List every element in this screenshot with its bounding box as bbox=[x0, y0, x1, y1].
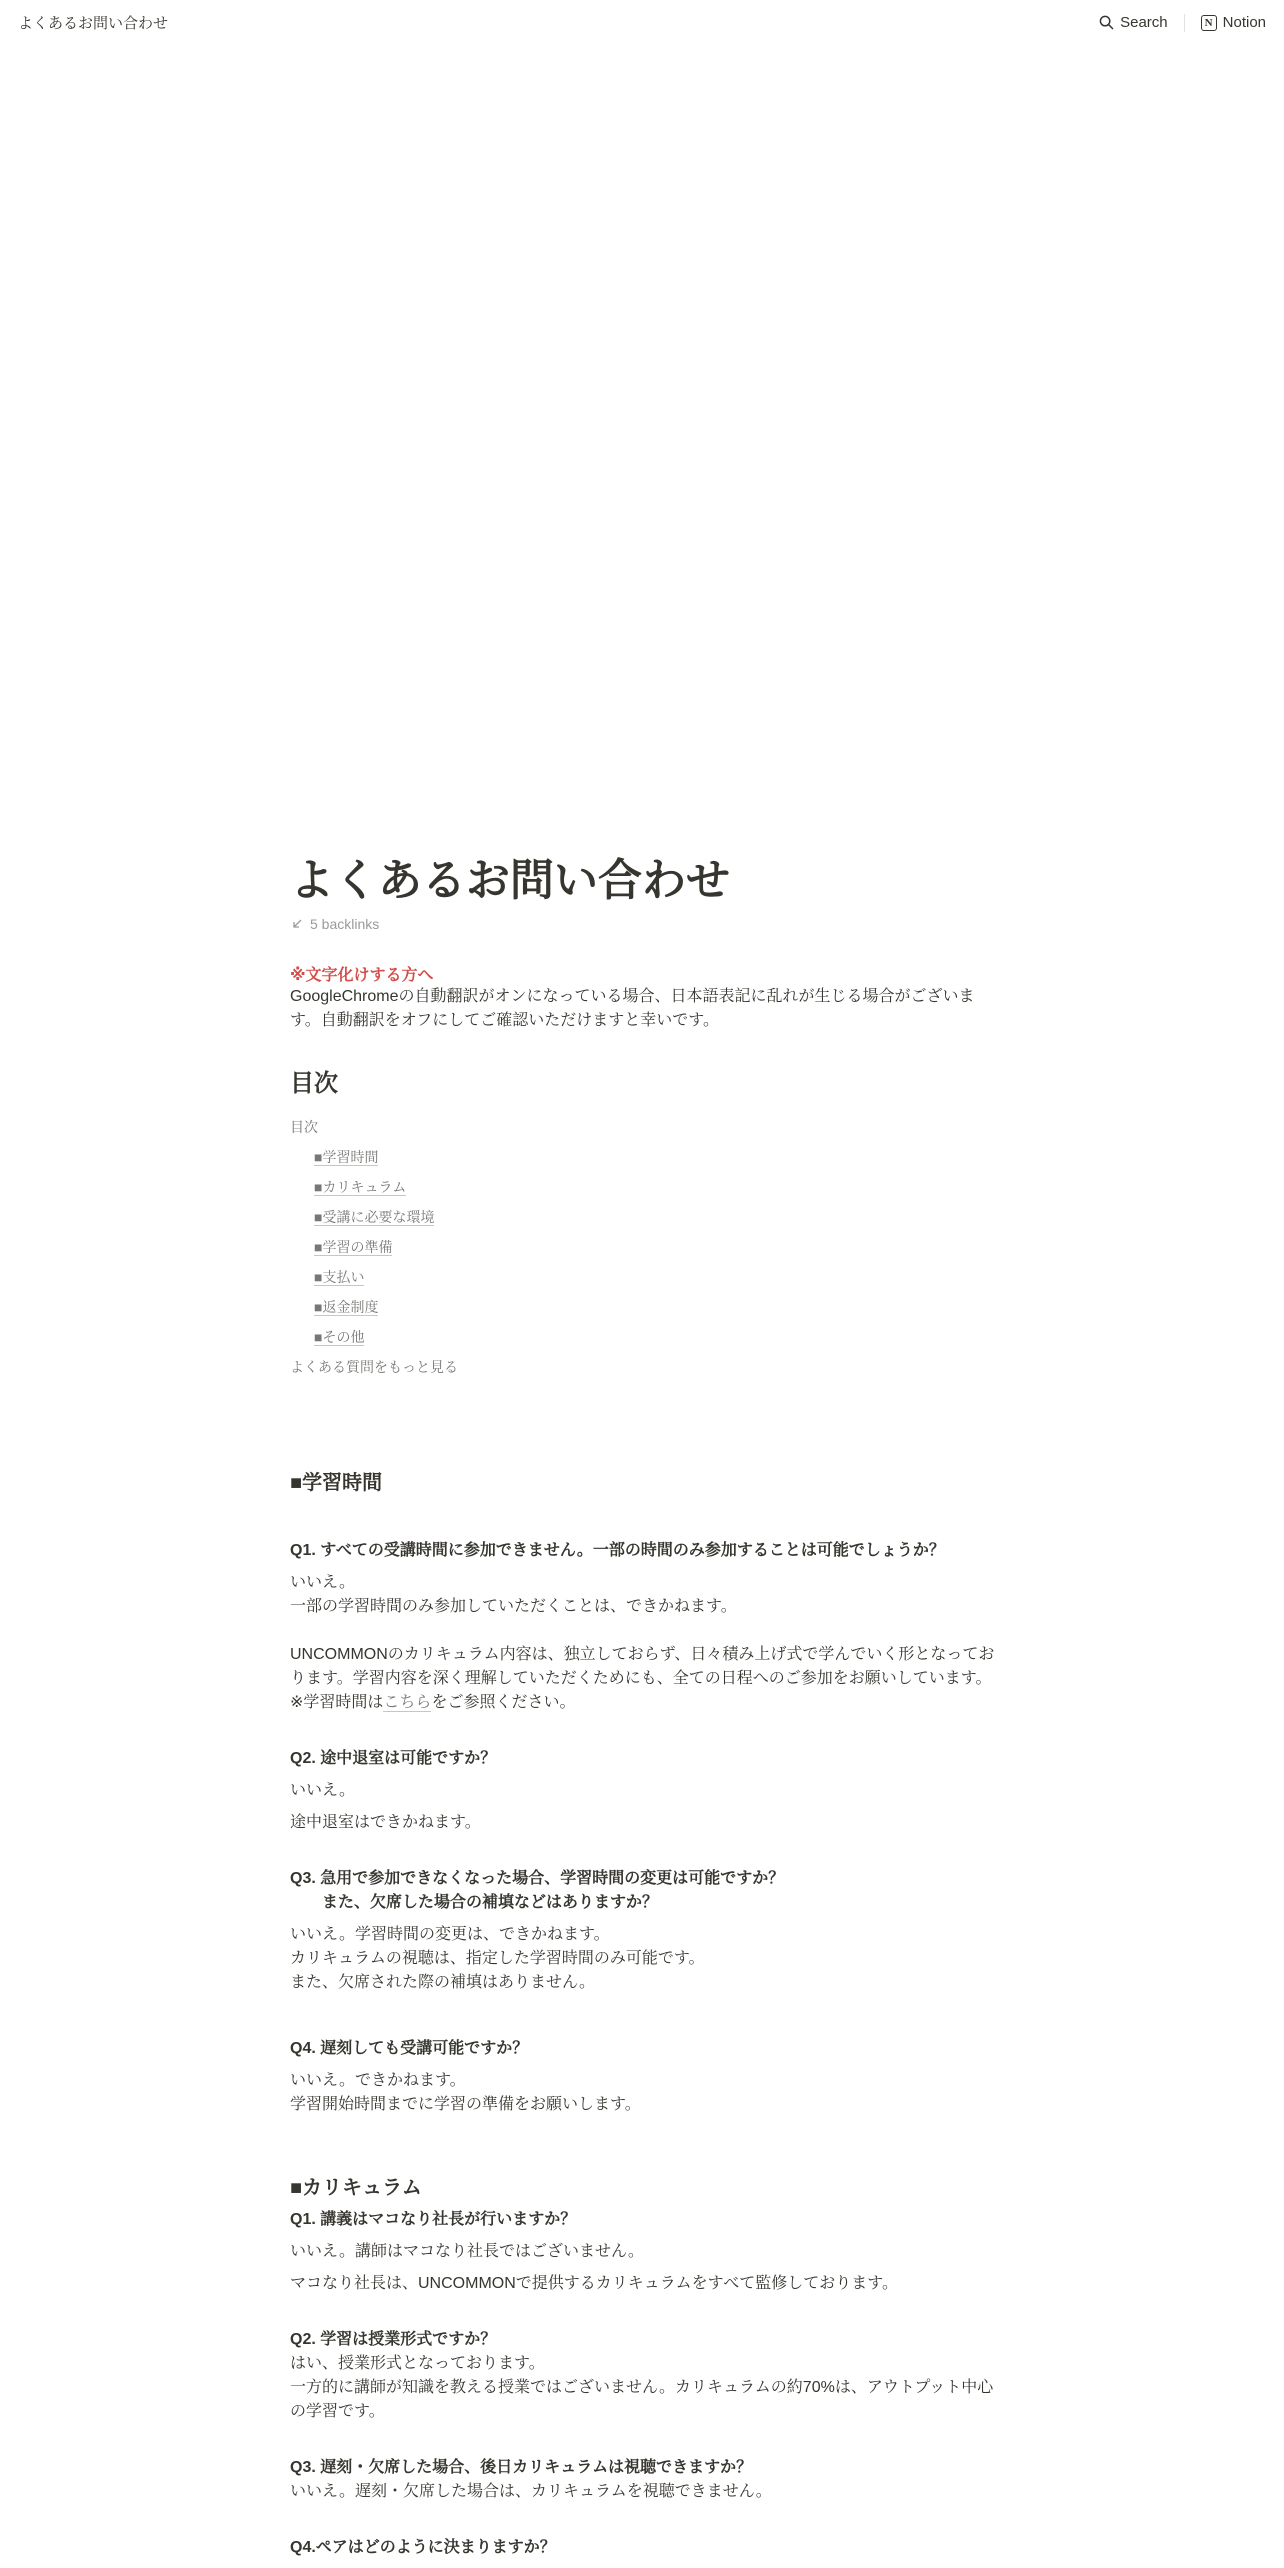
backlinks[interactable] bbox=[290, 916, 996, 932]
backlink-arrow-icon bbox=[290, 917, 304, 931]
toc-item[interactable] bbox=[290, 1142, 996, 1172]
divider bbox=[1184, 14, 1185, 32]
toc-link[interactable]: ■受講に必要な環境 bbox=[314, 1208, 435, 1225]
toc-link[interactable]: ■カリキュラム bbox=[314, 1178, 407, 1195]
toc-label[interactable]: 目次 bbox=[290, 1118, 318, 1135]
toc-item[interactable] bbox=[290, 1172, 996, 1202]
section-heading-curriculum: ■カリキュラム bbox=[290, 2176, 422, 2199]
faq-answer: 一部の学習時間のみ参加していただくことは、できかねます。 bbox=[290, 1597, 737, 1615]
toc-link[interactable]: ■学習時間 bbox=[314, 1148, 379, 1165]
faq-question: Q2. 学習は授業形式ですか？ bbox=[290, 2330, 497, 2348]
page-cover bbox=[0, 45, 1284, 835]
faq-answer: UNCOMMONのカリキュラム内容は、独立しておらず、日々積み上げ式で学んでいく形となっております。学習内容を深く理解していただくためにも、全ての日程へのご参加をお願いしています。 bbox=[290, 1645, 995, 1687]
notion-logo-icon: N bbox=[1201, 15, 1217, 31]
table-of-contents bbox=[290, 1112, 996, 1382]
faq-answer: 途中退室はできかねます。 bbox=[290, 1813, 481, 1831]
top-actions bbox=[1099, 14, 1266, 32]
more-faq-link[interactable]: よくある質問をもっと見る bbox=[290, 1358, 458, 1375]
faq-question: Q3. 遅刻・欠席した場合、後日カリキュラムは視聴できますか？ bbox=[290, 2458, 753, 2476]
faq-answer: いいえ。 bbox=[290, 1781, 355, 1799]
faq-answer: また、欠席された際の補填はありません。 bbox=[290, 1973, 595, 1991]
top-bar bbox=[0, 0, 1284, 45]
faq-answer: いいえ。 bbox=[290, 1573, 355, 1591]
faq-answer: 学習開始時間までに学習の準備をお願いします。 bbox=[290, 2095, 641, 2113]
toc-item[interactable] bbox=[290, 1262, 996, 1292]
toc-link[interactable]: ■その他 bbox=[314, 1328, 365, 1345]
toc-item[interactable] bbox=[290, 1322, 996, 1352]
faq-answer: いいえ。講師はマコなり社長ではございません。 bbox=[290, 2242, 644, 2260]
answer-text: ※学習時間は bbox=[290, 1693, 384, 1711]
faq-question: Q3. 急用で参加できなくなった場合、学習時間の変更は可能ですか？ bbox=[290, 1869, 785, 1887]
toc-item[interactable] bbox=[290, 1232, 996, 1262]
breadcrumb[interactable]: よくあるお問い合わせ bbox=[18, 15, 169, 32]
toc-link[interactable]: ■支払い bbox=[314, 1268, 365, 1285]
page-content bbox=[290, 855, 996, 2560]
section-heading-study-time: ■学習時間 bbox=[290, 1471, 383, 1494]
toc-item[interactable] bbox=[290, 1292, 996, 1322]
search-label: Search bbox=[1120, 14, 1168, 31]
faq-answer: いいえ。遅刻・欠席した場合は、カリキュラムを視聴できません。 bbox=[290, 2482, 772, 2500]
faq-question: Q2. 途中退室は可能ですか？ bbox=[290, 1749, 497, 1767]
faq-question: Q1. 講義はマコなり社長が行いますか？ bbox=[290, 2210, 577, 2228]
toc-item[interactable] bbox=[290, 1202, 996, 1232]
search-button[interactable] bbox=[1099, 14, 1168, 31]
faq-answer: いいえ。学習時間の変更は、できかねます。 bbox=[290, 1925, 610, 1943]
faq-answer: カリキュラムの視聴は、指定した学習時間のみ可能です。 bbox=[290, 1949, 705, 1967]
faq-answer: いいえ。できかねます。 bbox=[290, 2071, 466, 2089]
study-time-link[interactable]: こちら bbox=[383, 1693, 432, 1711]
search-icon bbox=[1099, 15, 1114, 30]
backlinks-label: 5 backlinks bbox=[310, 915, 380, 932]
toc-heading: 目次 bbox=[290, 1069, 338, 1097]
notice-body: GoogleChromeの自動翻訳がオンになっている場合、日本語表記に乱れが生じる場合がございます。自動翻訳をオフにしてご確認いただけますと幸いです。 bbox=[290, 987, 975, 1029]
faq-question: Q1. すべての受講時間に参加できません。一部の時間のみ参加することは可能でしょうか？ bbox=[290, 1541, 945, 1559]
faq-answer: はい、授業形式となっております。 bbox=[290, 2354, 545, 2372]
answer-text: をご参照ください。 bbox=[431, 1693, 576, 1711]
faq-answer: 一方的に講師が知識を教える授業ではございません。カリキュラムの約70%は、アウトプット中心の学習です。 bbox=[290, 2378, 994, 2420]
toc-link[interactable]: ■学習の準備 bbox=[314, 1238, 393, 1255]
toc-link[interactable]: ■返金制度 bbox=[314, 1298, 379, 1315]
notice-title: ※文字化けする方へ bbox=[290, 966, 434, 984]
notion-label: Notion bbox=[1222, 14, 1266, 31]
faq-answer bbox=[290, 1691, 996, 1715]
faq-question: Q4.ペアはどのように決まりますか？ bbox=[290, 2538, 556, 2556]
faq-question: また、欠席した場合の補填などはありますか？ bbox=[322, 1893, 659, 1911]
faq-question: Q4. 遅刻しても受講可能ですか？ bbox=[290, 2039, 529, 2057]
faq-answer: マコなり社長は、UNCOMMONで提供するカリキュラムをすべて監修しております。 bbox=[290, 2274, 899, 2292]
notion-button[interactable] bbox=[1201, 14, 1266, 31]
page-title: よくあるお問い合わせ bbox=[290, 856, 730, 905]
